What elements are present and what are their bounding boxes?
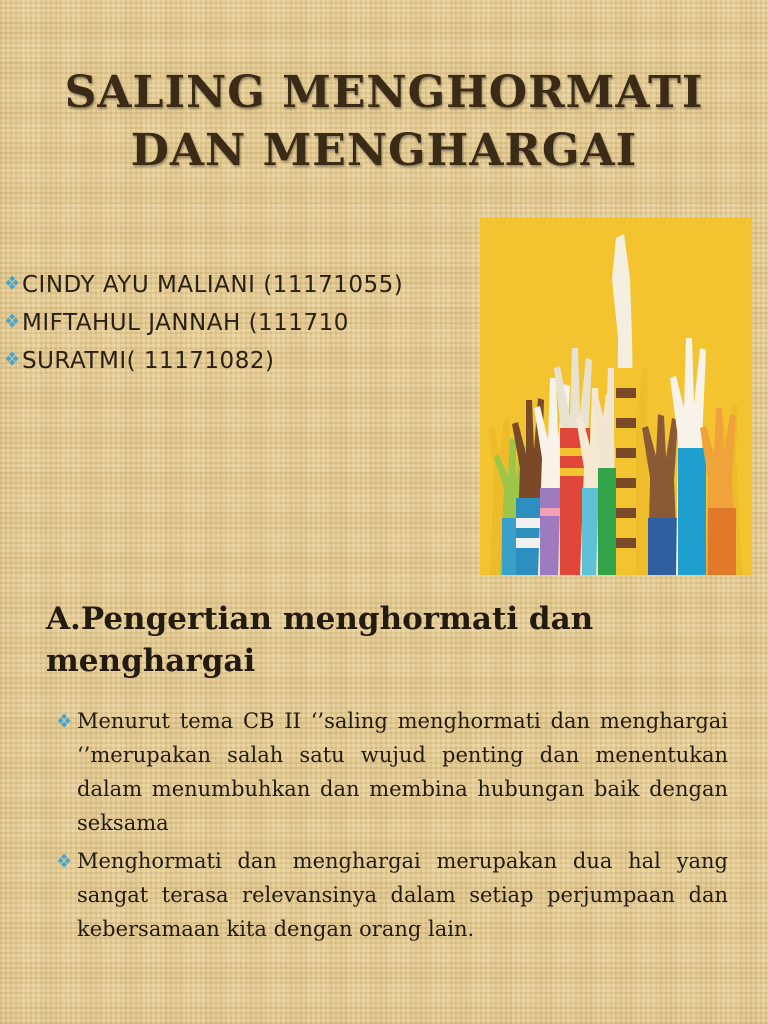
title-line-2: DAN MENGHARGAI [130,125,638,176]
diamond-bullet-icon [58,854,72,868]
diamond-bullet-icon [6,352,20,366]
author-name: CINDY AYU MALIANI (11171055) [22,272,404,298]
diamond-bullet-icon [58,714,72,728]
author-name: SURATMI( 11171082) [22,348,275,374]
bullet-item [58,844,728,946]
raised-hands-illustration [480,218,752,575]
bullet-text: Menurut tema CB II ‘’saling menghormati dan menghargai ‘’merupakan salah satu wujud penting dan menentukan dalam menumbuhkan dan membina hubungan baik dengan seksama [77,709,728,835]
author-item [6,304,403,342]
diamond-bullet-icon [6,314,20,328]
content-slide [0,584,768,1024]
section-heading: A.Pengertian menghormati dan menghargai [46,601,594,679]
diamond-bullet-icon [6,276,20,290]
title-line-1: SALING MENGHORMATI [64,67,704,118]
slide-title [0,64,768,180]
author-list [6,266,403,380]
bullet-list [58,704,728,950]
bullet-item [58,704,728,840]
bullet-text: Menghormati dan menghargai merupakan dua hal yang sangat terasa relevansinya dalam setiap perjumpaan dan kebersamaan kita dengan orang lain. [77,849,728,941]
author-item [6,342,403,380]
author-item [6,266,403,304]
author-name: MIFTAHUL JANNAH (111710 [22,310,349,336]
